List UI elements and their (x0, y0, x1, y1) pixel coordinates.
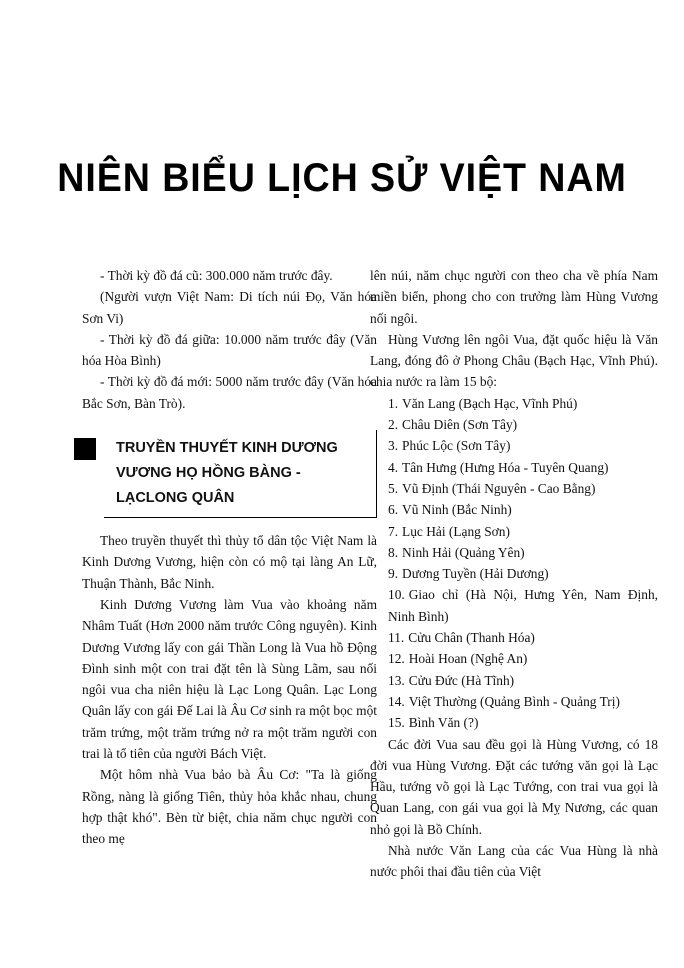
section-heading-box (104, 430, 377, 518)
list-item (370, 712, 658, 733)
list-item (370, 414, 658, 435)
list-text: Vũ Định (Thái Nguyên - Cao Bằng) (402, 480, 596, 496)
list-number: 1. (388, 395, 399, 411)
list-item (370, 584, 658, 627)
list-item (370, 499, 658, 520)
paragraph-hung-vuong: Các đời Vua sau đều gọi là Hùng Vương, có 18 đời vua Hùng Vương. Đặt các tướng văn gọi là Lạc Hầu, tướng võ gọi là Lạc Tướng, con trai vua gọi là Quan Lang, con gái vua gọi là Mỵ Nương, các quan nhỏ gọi là Bồ Chính. (370, 736, 658, 837)
list-text: Lục Hải (Lạng Sơn) (402, 523, 510, 539)
list-text: Châu Diên (Sơn Tây) (402, 417, 518, 433)
list-item (370, 670, 658, 691)
list-number: 15. (388, 715, 405, 731)
list-text: Việt Thường (Quảng Bình - Quảng Trị) (408, 693, 620, 709)
list-number: 6. (388, 502, 399, 518)
list-item (370, 521, 658, 542)
list-text: Phúc Lộc (Sơn Tây) (402, 438, 511, 454)
list-text: Hoài Hoan (Nghệ An) (408, 651, 528, 667)
list-text: Bình Văn (?) (408, 715, 479, 731)
list-text: Giao chỉ (Hà Nội, Hưng Yên, Nam Định, Ninh Bình) (388, 587, 658, 624)
list-text: Cửu Đức (Hà Tĩnh) (408, 672, 515, 688)
list-item (370, 457, 658, 478)
list-number: 4. (388, 459, 399, 475)
list-number: 11. (388, 630, 405, 646)
page-title: NIÊN BIỂU LỊCH SỬ VIỆT NAM (57, 156, 627, 200)
paragraph-au-co: Một hôm nhà Vua bảo bà Âu Cơ: "Ta là giống Rồng, nàng là giống Tiên, thủy hỏa khắc nhau, chung hợp thật khó". Bèn từ biệt, chia năm chục người con theo mẹ (82, 767, 377, 847)
paragraph-nha-nuoc-van-lang: Nhà nước Văn Lang của các Vua Hùng là nhà nước phôi thai đầu tiên của Việt (370, 843, 658, 880)
bo-list (370, 393, 658, 734)
paragraph-van-lang: Hùng Vương lên ngôi Vua, đặt quốc hiệu là Văn Lang, đóng đô ở Phong Châu (Bạch Hạc, Vĩnh Phú). chia nước ra làm 15 bộ: (370, 331, 658, 390)
list-text: Ninh Hải (Quảng Yên) (402, 544, 525, 560)
list-number: 5. (388, 480, 399, 496)
right-column (370, 265, 658, 883)
intro-stone-age-old: - Thời kỳ đồ đá cũ: 300.000 năm trước đây. (100, 268, 333, 283)
list-text: Vũ Ninh (Bắc Ninh) (402, 502, 512, 518)
intro-stone-age-middle: - Thời kỳ đồ đá giữa: 10.000 năm trước đây (Văn hóa Hòa Bình) (82, 331, 377, 369)
list-item (370, 691, 658, 712)
list-number: 2. (388, 417, 399, 433)
list-number: 7. (388, 523, 399, 539)
list-item (370, 478, 658, 499)
paragraph-lac-long-quan: Kinh Dương Vương làm Vua vào khoảng năm Nhâm Tuất (Hơn 2000 năm trước Công nguyên). Kinh Dương Vương lấy con gái Thần Long là Vua hồ Động Đình sinh một con trai đặt tên là Sùng Lãm, sau nối ngôi vua cha niên hiệu là Lạc Long Quân. Lạc Long Quân lấy con gái Đế Lai là Âu Cơ sinh ra một bọc một trăm trứng, một trăm trứng nở ra một trăm người con trai là tổ tiên của người Bách Việt. (82, 596, 377, 762)
paragraph-kinh-duong-vuong: Theo truyền thuyết thì thủy tổ dân tộc Việt Nam là Kinh Dương Vương, hiện còn có mộ tại làng An Lữ, Thuận Thành, Bắc Ninh. (82, 533, 377, 591)
list-item (370, 648, 658, 669)
list-text: Dương Tuyền (Hải Dương) (402, 566, 549, 582)
list-number: 8. (388, 544, 399, 560)
section-bullet-square (74, 438, 96, 460)
list-item (370, 627, 658, 648)
left-column (82, 265, 377, 850)
list-text: Tân Hưng (Hưng Hóa - Tuyên Quang) (402, 459, 609, 475)
intro-stone-age-note: (Người vượn Việt Nam: Di tích núi Đọ, Văn hóa Sơn Vi) (82, 289, 377, 326)
list-number: 10. (388, 587, 405, 603)
list-number: 12. (388, 651, 405, 667)
list-number: 14. (388, 693, 405, 709)
paragraph-continuation: lên núi, năm chục người con theo cha về phía Nam miền biển, phong cho con trưởng làm Hùng Vương nối ngôi. (370, 268, 658, 326)
intro-stone-age-new: - Thời kỳ đồ đá mới: 5000 năm trước đây (Văn hóa Bắc Sơn, Bàn Trò). (82, 374, 377, 411)
list-item (370, 393, 658, 414)
section-heading-block (74, 428, 377, 520)
list-item (370, 435, 658, 456)
list-text: Cửu Chân (Thanh Hóa) (408, 630, 535, 646)
list-text: Văn Lang (Bạch Hạc, Vĩnh Phú) (402, 395, 578, 411)
section-heading: TRUYỀN THUYẾT KINH DƯƠNG VƯƠNG HỌ HỒNG BÀNG - LẠCLONG QUÂN (116, 440, 338, 507)
list-number: 9. (388, 566, 399, 582)
list-number: 3. (388, 438, 399, 454)
list-item (370, 542, 658, 563)
list-number: 13. (388, 672, 405, 688)
list-item (370, 563, 658, 584)
